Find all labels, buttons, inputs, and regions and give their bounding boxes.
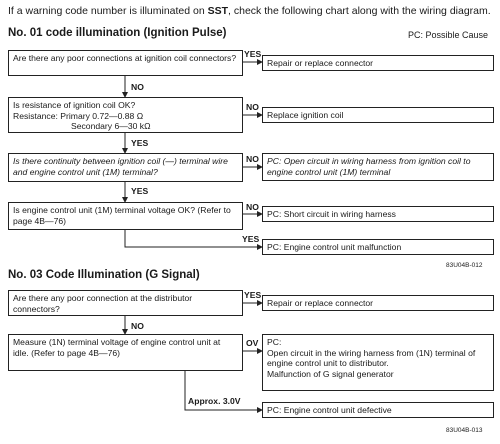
s2-answer-2: PC: Open circuit in the wiring harness from (1N) terminal of engine control unit to distributor. Malfunction of G signal generator [262,334,494,391]
s2-yes-label-1: YES [244,290,262,300]
s1-no-label-2: NO [246,102,259,112]
s1-figure-code: 83U04B-012 [446,262,483,269]
s1-question-4: Is engine control unit (1M) terminal voltage OK? (Refer to page 4B—76) [8,202,243,230]
s1-answer-2: Replace ignition coil [262,107,494,123]
s1-question-1: Are there any poor connections at ignition coil connectors? [8,50,243,76]
s1-yes-label-2: YES [131,138,149,148]
s2-approx-label: Approx. 3.0V [188,396,241,406]
s1-answer-3: PC: Open circuit in wiring harness from ignition coil to engine control unit (1M) terminal [262,153,494,181]
s1-yes-label-4: YES [242,234,260,244]
legend-possible-cause: PC: Possible Cause [408,30,489,40]
s1-yes-label-3: YES [131,186,149,196]
s1-no-label-3: NO [246,154,259,164]
s2-answer-3: PC: Engine control unit defective [262,402,494,418]
s1-answer-5: PC: Engine control unit malfunction [262,239,494,255]
s2-question-1: Are there any poor connection at the distributor connectors? [8,290,243,316]
s2-ov-label: OV [246,338,259,348]
intro-text: If a warning code number is illuminated on SST, check the following chart along with the wiring diagram. [8,5,491,17]
s1-question-2: Is resistance of ignition coil OK? Resistance: Primary 0.72—0.88 Ω Secondary 6—30 kΩ [8,97,243,133]
section2-title: No. 03 Code Illumination (G Signal) [8,269,200,281]
s2-no-label-1: NO [131,321,144,331]
s2-question-2: Measure (1N) terminal voltage of engine control unit at idle. (Refer to page 4B—76) [8,334,243,371]
s2-answer-1: Repair or replace connector [262,295,494,311]
s1-question-3: Is there continuity between ignition coil (—) terminal wire and engine control unit (1M) terminal? [8,153,243,182]
s1-yes-label-1: YES [244,49,262,59]
s1-no-label-1: NO [131,82,144,92]
s1-answer-4: PC: Short circuit in wiring harness [262,206,494,222]
s1-no-label-4: NO [246,202,259,212]
s2-figure-code: 83U04B-013 [446,427,483,434]
s1-answer-1: Repair or replace connector [262,55,494,71]
section1-title: No. 01 code illumination (Ignition Pulse) [8,27,227,39]
